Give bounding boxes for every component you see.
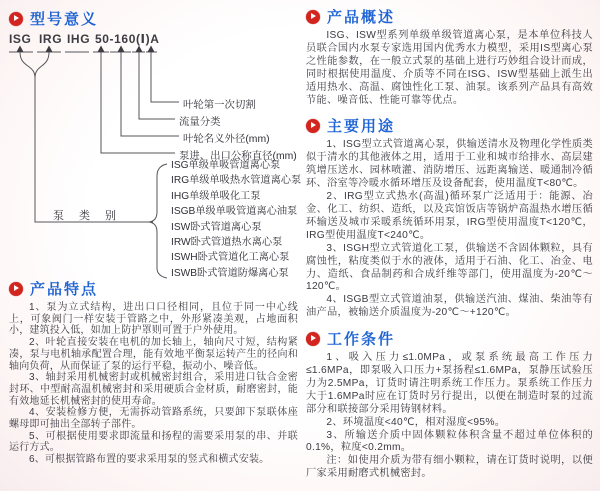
condition-note: 注：如使用介质为带有细小颗粒，请在订货时说明，以便厂家采用耐磨式机械密封。 (306, 455, 593, 480)
pump-type-item: ISWB卧式管道防爆离心泵 (171, 267, 289, 279)
condition-paragraph: 2、环境温度<40℃，相对湿度<95%。 (326, 416, 506, 428)
feature-paragraph: 4、安装检修方便，无需拆动管路系统，只要卸下泵联体座螺母即可抽出全部转子部件。 (9, 407, 298, 431)
flow-class-label: 流量分类 (179, 117, 221, 128)
application-paragraph: 3、ISGH型立式管道化工泵，供输送不含固体颗粒，具有腐蚀性，粘度类似于水的液体，适用于石油、化工、冶金、电力、造纸、食品制药和合成纤维等部门，使用温度为-20℃～120℃。 (306, 242, 593, 293)
pump-type-item: ISW卧式管道离心泵 (171, 221, 262, 233)
section-title-features: 产品特点 (30, 281, 99, 298)
pump-type-item: IRG单级单吸热水管道离心泵 (171, 175, 302, 187)
model-code-isg: ISG (9, 32, 32, 46)
model-code-size: 50-160(Ⅰ)A (95, 32, 160, 46)
pump-category-label: 泵 类 别 (53, 210, 118, 222)
pump-type-item: IHG单级单吸化工泵 (171, 190, 261, 202)
play-triangle-icon (311, 13, 316, 19)
play-icon (9, 282, 23, 296)
section-header-conditions (306, 330, 593, 347)
play-triangle-icon (311, 122, 316, 128)
application-paragraph: 1、ISG型立式管道离心泵，供输送清水及物理化学性质类似于清水的其他液体之用，适用于工业和城市给排水、高层建筑增压送水、园林喷灌、消防增压、远距离输送、暖通制冷循环、浴室等冷暖水循环增压及设备配套，使用温度T<80℃。 (306, 139, 593, 190)
condition-paragraph: 3、所输送介质中固体颗粒体积含量不超过单位体积的0.1%，粒度<0.2mm。 (306, 429, 593, 454)
pump-type-item: ISGB单级单吸管道离心油泵 (171, 206, 298, 218)
section-title-applications: 主要用途 (327, 118, 396, 136)
column-right (306, 6, 593, 481)
column-left (9, 8, 302, 466)
condition-paragraph: 1、吸入压力≤1.0MPa，或泵系统最高工作压力≤1.6MPa，即泵吸入口压力+泵扬程≤1.6MPa，泵静压试验压力为2.5MPa，订货时请注明系统工作压力。泵系统工作压力大于1.6MPa时应在订货时另行提出，以便在制造时泵的过流部分和联接部分采用铸钢材料。 (306, 352, 593, 415)
section-title-overview: 产品概述 (327, 9, 396, 26)
feature-paragraph: 3、轴封采用机械密封或机械密封组合，采用进口钛合金密封环、中型耐高温机械密封和采用硬质合金材质，耐磨密封，能有效地延长机械密封的使用寿命。 (9, 372, 298, 407)
section-header-applications (306, 117, 593, 134)
up-arrow-icons (17, 46, 155, 53)
play-icon (9, 12, 23, 26)
pump-type-list (171, 158, 301, 281)
feature-paragraph: 6、可根据管路布置的要求采用泵的竖式和横式安装。 (29, 454, 270, 466)
section-title-conditions: 工作条件 (327, 331, 396, 349)
model-code-irg: IRG (39, 32, 63, 46)
play-triangle-icon (14, 285, 19, 291)
feature-paragraph: 2、叶轮直接安装在电机的加长轴上，轴向尺寸短，结构紧凑，泵与电机轴承配置合理，能有效地平衡泵运转产生的径向和轴向负荷，从而保证了泵的运行平稳，振动小、噪音低。 (9, 337, 298, 372)
section-header-overview (306, 8, 593, 25)
impeller-cut-label: 叶轮第一次切割 (183, 100, 256, 111)
model-code-ihg: IHG (67, 32, 91, 46)
play-icon (306, 119, 320, 133)
play-icon (306, 10, 320, 24)
pump-type-item: ISWH卧式管道化工离心泵 (171, 252, 290, 264)
feature-paragraph: 1、泵为立式结构，进出口口径相同，且位于同一中心线上，可象阀门一样安装于管路之中，外形紧凑美观，占地面积小，建筑投入低，如加上防护罩则可置于户外使用。 (9, 302, 298, 337)
application-paragraph: 4、ISGB型立式管道油泵，供输送汽油、煤油、柴油等有油产品，被输送介质温度为-20℃～+120℃。 (306, 294, 593, 319)
pump-type-item: IRW卧式管道热水离心泵 (171, 237, 283, 249)
play-triangle-icon (311, 335, 316, 341)
play-icon (306, 332, 320, 346)
section-header-features (9, 280, 298, 297)
feature-paragraph: 5、可根据使用要求即流量和扬程的需要采用泵的串、并联运行方式。 (9, 430, 298, 454)
application-paragraph: 2、IRG型立式热水(高温)循环泵广泛适用于：能源、冶金、化工、纺织、造纸，以及宾馆饭店等锅炉高温热水增压循环输送及城市采暖系统循环用泵，IRG型使用温度T<120℃，IRG型使用温度T<240℃。 (306, 191, 593, 241)
section-title-model: 型号意义 (30, 11, 99, 28)
play-triangle-icon (14, 15, 19, 21)
section-header-model (9, 10, 298, 27)
model-diagram (9, 32, 302, 279)
pump-type-item: ISG单级单吸管道离心泵 (171, 160, 281, 171)
impeller-diameter-label: 叶轮名义外径(mm) (183, 134, 270, 145)
overview-paragraph: ISG、ISW型系列单级单级管道离心泵，是本单位科技人员联合国内水泵专家选用国内优秀水力模型，采用IS型离心泵之性能参数，在一般立式泵的基础上进行巧妙组合设计而成，同时根据使用温度、介质等不同在ISG、ISW型基础上派生出适用热水、高温、腐蚀性化工泵、油泵。该系列产品具有高效节能、噪音低、性能可靠等优点。 (306, 30, 593, 106)
port-diameter-label: 泵进、出口公称直径(mm) (179, 151, 297, 162)
